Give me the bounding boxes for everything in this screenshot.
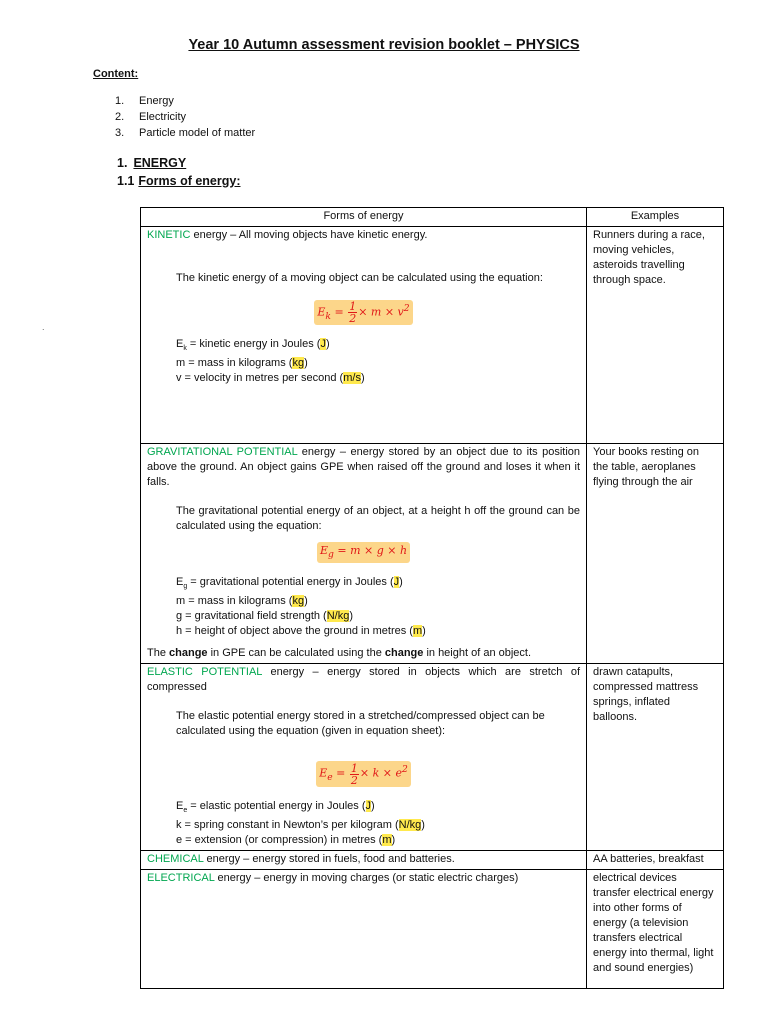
elastic-cell: ELASTIC POTENTIAL energy – energy stored in objects which are stretch of compressed The elastic potential energy stored in a stretched/compressed object can be calculated using the equation (given in equation sheet): $E_e$ = $\frac{1}{2}$ × $k \times e^2$ $E_e$ = elastic potential energy in Joules (J) k = spring constant in Newton’s per kilogram (N/kg) e = extension (or compression) in metres (m) xyxy=(141,664,587,850)
kinetic-equation: $E_k$ = $\frac{1}{2}$ × $m \times v^2$ xyxy=(314,300,412,325)
electrical-cell: ELECTRICAL energy – energy in moving charges (or static electric charges) xyxy=(141,869,587,988)
page-title: Year 10 Autumn assessment revision booklet – PHYSICS xyxy=(188,37,580,53)
gpe-equation: $E_g = m \times g \times h$ xyxy=(317,542,410,563)
gpe-examples: Your books resting on the table, aeroplanes flying through the air xyxy=(587,444,724,664)
contents-item: 1. Energy xyxy=(115,95,174,107)
kinetic-cell: KINETIC energy – All moving objects have kinetic energy. The kinetic energy of a moving object can be calculated using the equation: $E_k$ = $\frac{1}{2}$ × $m \times v^2$ $E_k$ = kinetic energy in Joules (J) m = mass in kilograms (kg) v = velocity in metres per second (m/s) xyxy=(141,227,587,444)
table-row xyxy=(141,444,724,664)
elastic-equation: $E_e$ = $\frac{1}{2}$ × $k \times e^2$ xyxy=(316,761,411,786)
gpe-change-note: The change in GPE can be calculated using the change in height of an object. xyxy=(147,647,532,660)
table-row xyxy=(141,227,724,444)
table-row xyxy=(141,850,724,869)
table-header: Examples xyxy=(587,208,724,227)
contents-item: 3. Particle model of matter xyxy=(115,127,256,139)
contents-item: 2. Electricity xyxy=(115,111,187,123)
table-header: Forms of energy xyxy=(141,208,587,227)
energy-name: GRAVITATIONAL POTENTIAL xyxy=(147,446,298,458)
energy-name: ELECTRICAL xyxy=(147,871,215,884)
table-header-row xyxy=(141,208,724,227)
subsection-heading: 1.1 Forms of energy: xyxy=(117,174,241,188)
table-row xyxy=(141,869,724,988)
stray-dot: . xyxy=(42,322,45,332)
electrical-examples: electrical devices transfer electrical energy into other forms of energy (a television transfers electrical energy into thermal, light and sound energies) xyxy=(587,869,724,988)
chemical-cell: CHEMICAL energy – energy stored in fuels, food and batteries. xyxy=(141,850,587,869)
chemical-examples: AA batteries, breakfast xyxy=(587,850,724,869)
table-row xyxy=(141,664,724,850)
energy-name: ELASTIC POTENTIAL xyxy=(147,666,263,679)
kinetic-examples: Runners during a race, moving vehicles, asteroids travelling through space. xyxy=(587,227,724,444)
content-label: Content: xyxy=(93,68,139,80)
gpe-cell: GRAVITATIONAL POTENTIAL energy – energy stored by an object due to its position above the ground. An object gains GPE when raised off the ground and loses it when it falls. The gravitational potential energy of an object, at a height h off the ground can be calculated using the equation: $E_g = m \times g \times h$ $E_g$ = gravitational potential energy in Joules (J) m = mass in kilograms (kg) g = gravitational field strength (N/kg) h = height of object above the ground in metres (m) The change in GPE can be calculated using the change in height of an object. xyxy=(141,444,587,664)
contents-list xyxy=(115,93,255,141)
forms-of-energy-table xyxy=(140,207,724,989)
elastic-examples: drawn catapults, compressed mattress springs, inflated balloons. xyxy=(587,664,724,850)
energy-name: CHEMICAL xyxy=(147,852,204,865)
section-heading: 1. ENERGY xyxy=(117,156,187,170)
energy-name: KINETIC xyxy=(147,229,191,241)
